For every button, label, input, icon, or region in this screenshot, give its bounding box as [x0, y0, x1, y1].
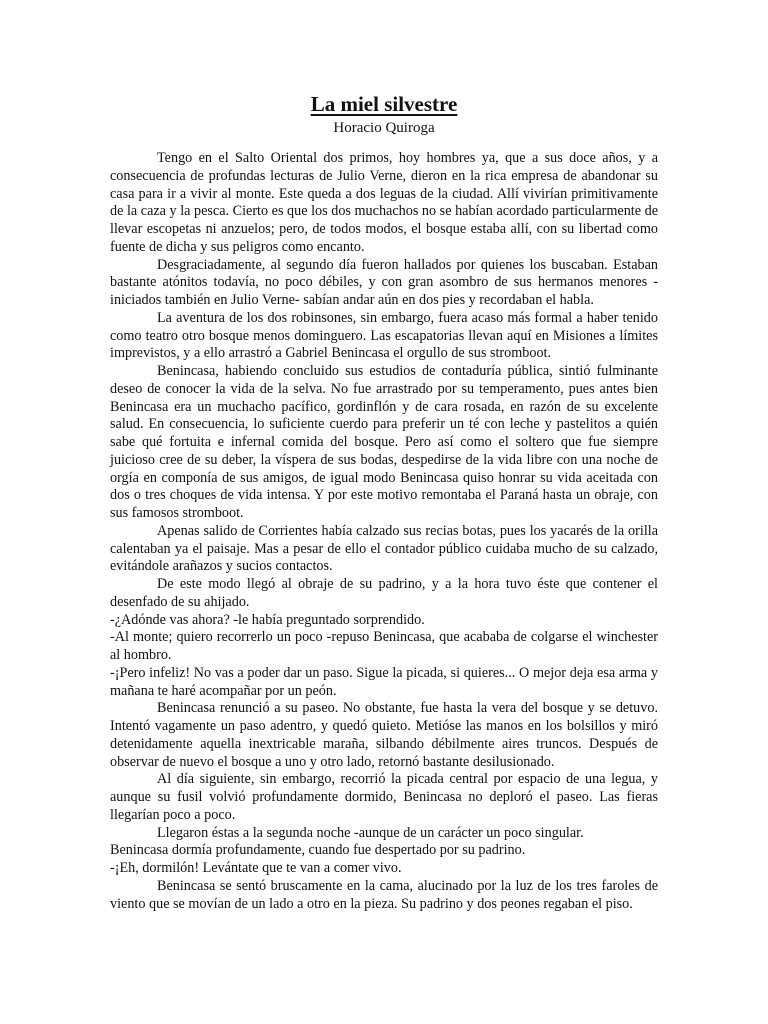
- paragraph: La aventura de los dos robinsones, sin embargo, fuera acaso más formal a haber tenido como teatro otro bosque menos dominguero. Las escapatorias llevan aquí en Misiones a límites imprevistos, y a ello arrastró a Gabriel Benincasa el orgullo de sus stromboot.: [110, 309, 658, 362]
- paragraph: Llegaron éstas a la segunda noche -aunque de un carácter un poco singular.: [157, 824, 584, 841]
- paragraph: De este modo llegó al obraje de su padrino, y a la hora tuvo éste que contener el desenfado de su ahijado.: [110, 576, 658, 610]
- dialogue-line: -¡Eh, dormilón! Levántate que te van a comer vivo.: [110, 860, 402, 876]
- dialogue-line: -¡Pero infeliz! No vas a poder dar un paso. Sigue la picada, si quieres... O mejor deja esa arma y mañana te haré acompañar por un peón.: [110, 664, 658, 699]
- paragraph: Tengo en el Salto Oriental dos primos, hoy hombres ya, que a sus doce años, y a consecuencia de profundas lecturas de Julio Verne, dieron en la rica empresa de abandonar su casa para ir a vivir al monte. Este queda a dos leguas de la ciudad. Allí vivirían primitivamente de la caza y la pesca. Cierto es que los dos muchachos no se habían acordado particularmente de llevar escopetas ni anzuelos; pero, de todos modos, el bosque estaba allí, con su libertad como fuente de dicha y sus peligros como encanto.: [110, 150, 658, 255]
- document-body: [110, 150, 658, 913]
- document-author: Horacio Quiroga: [333, 120, 435, 136]
- paragraph: Desgraciadamente, al segundo día fueron hallados por quienes los buscaban. Estaban bastante atónitos todavía, no poco débiles, y con gran asombro de sus hermanos menores -iniciados también en Julio Verne- sabían andar aún en dos pies y recordaban el habla.: [110, 256, 658, 308]
- paragraph: Benincasa, habiendo concluido sus estudios de contaduría pública, sintió fulminante deseo de conocer la vida de la selva. No fue arrastrado por su temperamento, pues antes bien Benincasa era un muchacho pacífico, gordinflón y de cara rosada, en razón de su excelente salud. En consecuencia, lo suficiente cuerdo para preferir un té con leche y pastelitos a quién sabe qué fortuita e infernal comida del bosque. Pero así como el soltero que fue siempre juicioso cree de su deber, la víspera de sus bodas, despedirse de la vida libre con una noche de orgía en componía de sus amigos, de igual modo Benincasa quiso honrar su vida aceitada con dos o tres choques de vida intensa. Y por este motivo remontaba el Paraná hasta un obraje, con sus famosos stromboot.: [110, 363, 658, 521]
- dialogue-line: -¿Adónde vas ahora? -le había preguntado sorprendido.: [110, 611, 425, 628]
- paragraph: Benincasa renunció a su paseo. No obstante, fue hasta la vera del bosque y se detuvo. Intentó vagamente un paso adentro, y quedó quieto. Metióse las manos en los bolsillos y miró detenidamente aquella inextricable maraña, silbando débilmente aires truncos. Después de observar de nuevo el bosque a uno y otro lado, retornó bastante desilusionado.: [110, 700, 658, 770]
- dialogue-line: -Al monte; quiero recorrerlo un poco -repuso Benincasa, que acababa de colgarse el winchester al hombro.: [110, 629, 658, 663]
- paragraph: Al día siguiente, sin embargo, recorrió la picada central por espacio de una legua, y aunque su fusil volvió profundamente dormido, Benincasa no deploró el paseo. Las fieras llegarían poco a poco.: [110, 771, 658, 823]
- paragraph: Apenas salido de Corrientes había calzado sus recias botas, pues los yacarés de la orilla calentaban ya el paisaje. Mas a pesar de ello el contador público cuidaba mucho de su calzado, evitándole arañazos y sucios contactos.: [110, 522, 658, 575]
- paragraph: Benincasa dormía profundamente, cuando fue despertado por su padrino.: [110, 842, 526, 859]
- document-title: La miel silvestre: [310, 92, 458, 116]
- paragraph: Benincasa se sentó bruscamente en la cama, alucinado por la luz de los tres faroles de viento que se movían de un lado a otro en la pieza. Su padrino y dos peones regaban el piso.: [110, 877, 658, 912]
